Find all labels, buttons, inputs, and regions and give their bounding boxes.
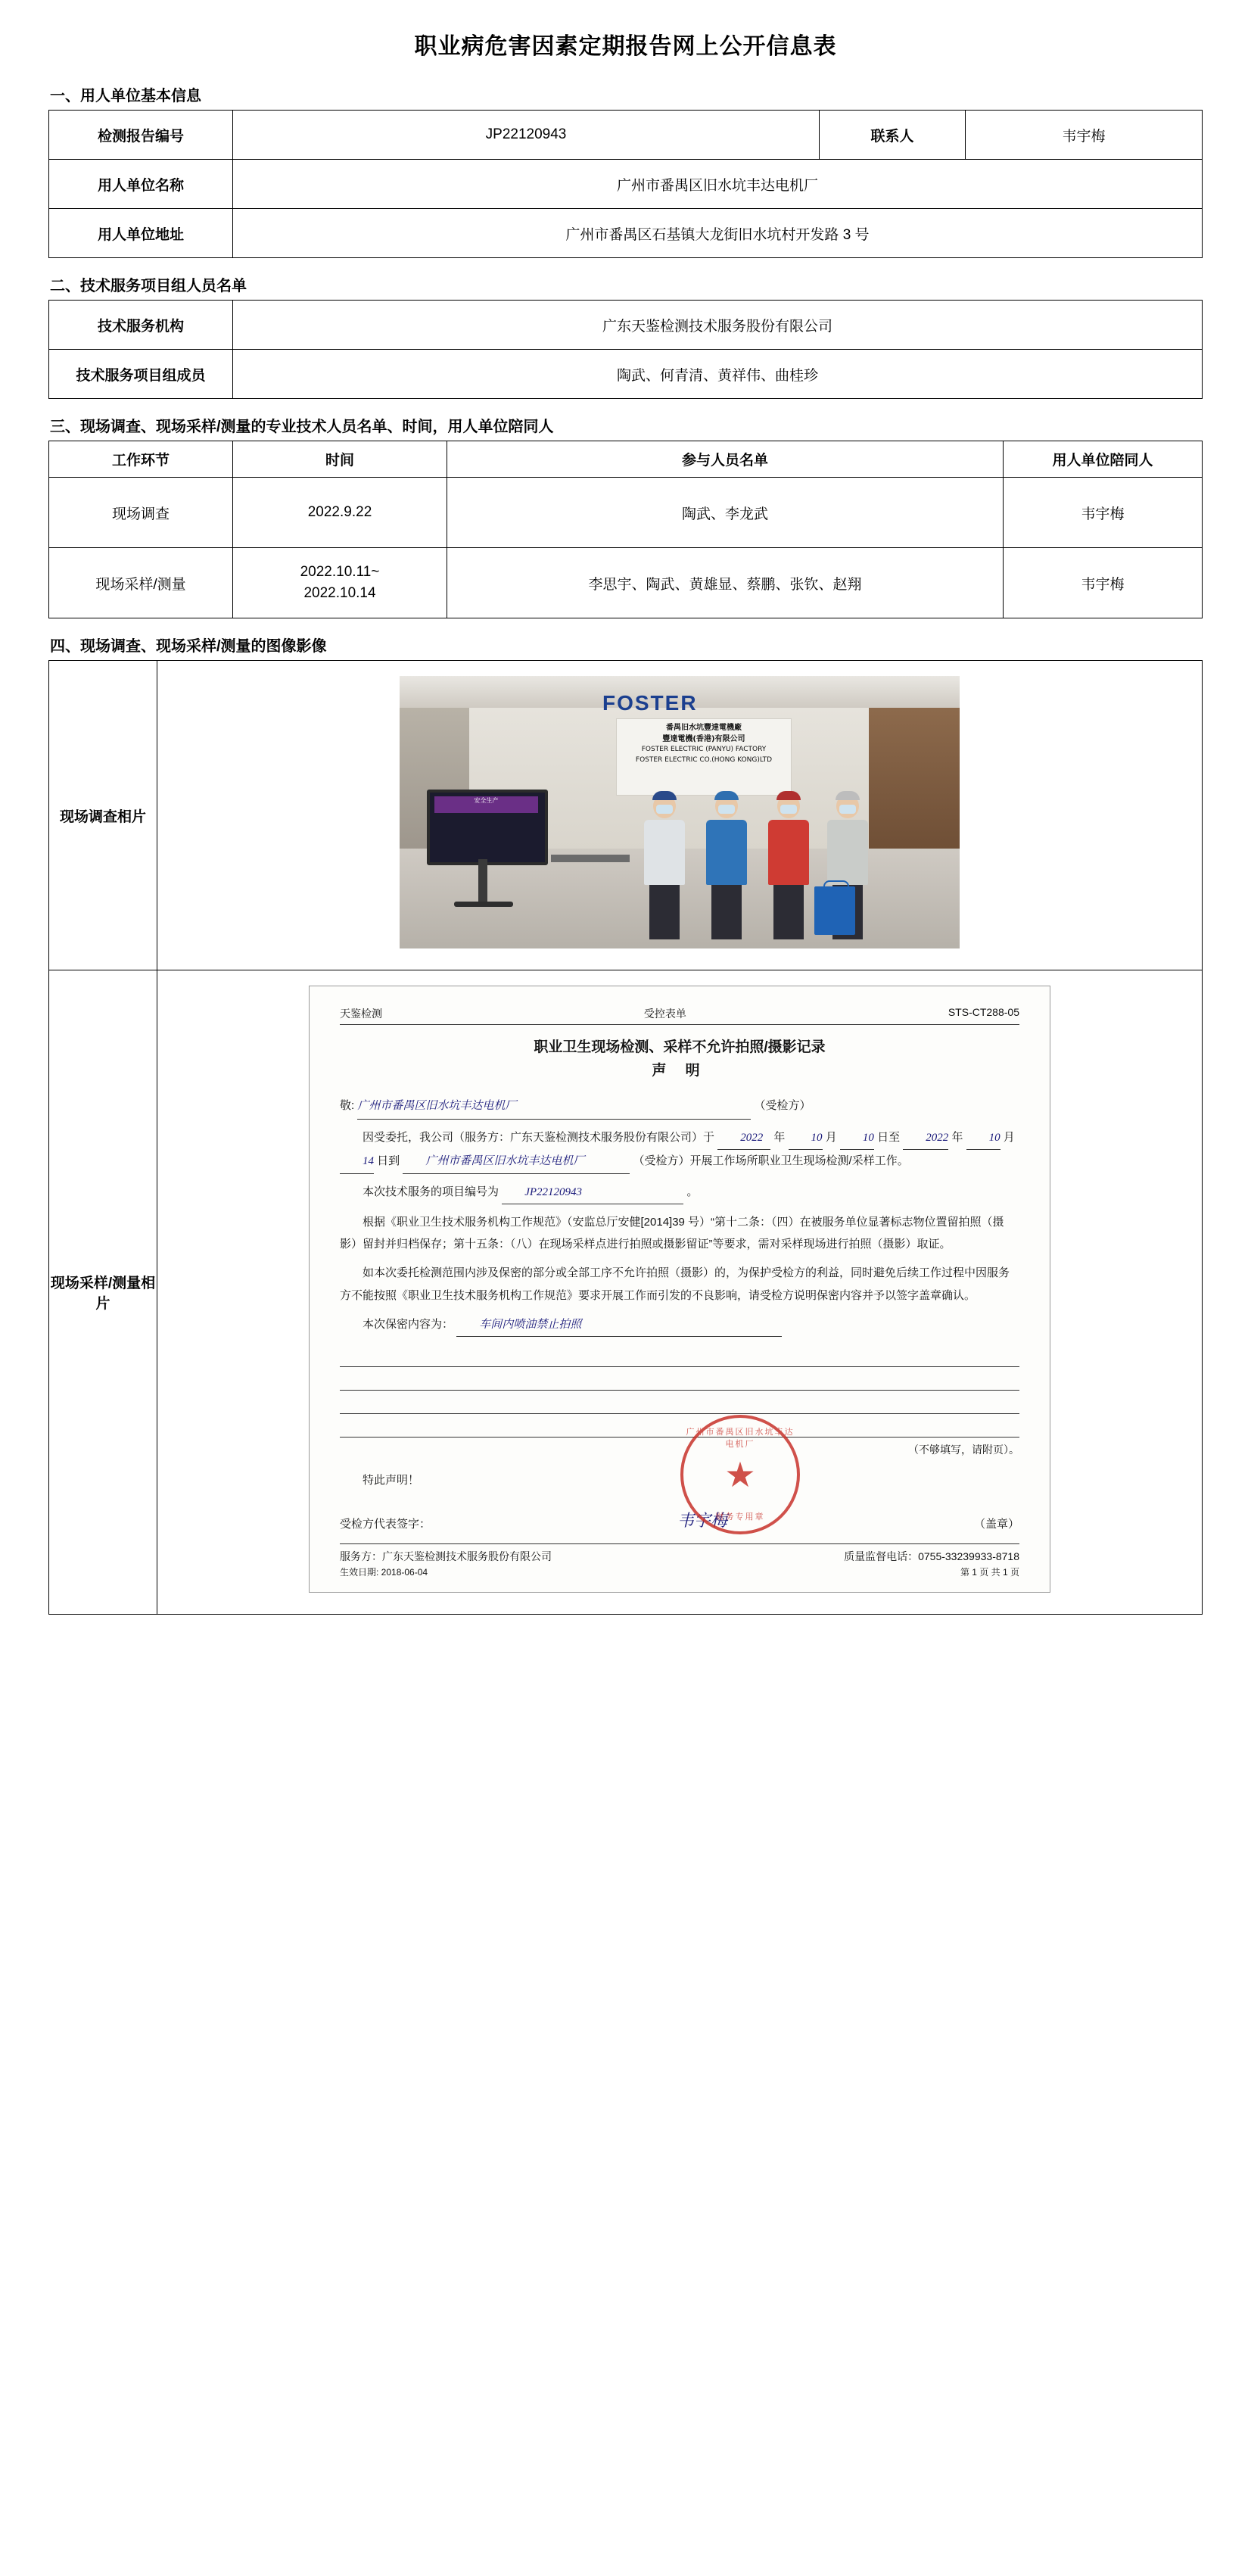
photo-2-label: 现场采样/测量相片 xyxy=(49,970,157,1615)
form-code: STS-CT288-05 xyxy=(948,1006,1019,1018)
footer-effective-date: 生效日期: 2018-06-04 xyxy=(340,1567,428,1578)
section-4-heading: 四、现场调查、现场采样/测量的图像影像 xyxy=(50,638,327,655)
p1-end-year-unit: 年 xyxy=(951,1131,963,1144)
time-value: 2022.9.22 xyxy=(233,478,447,548)
wall-sign-line-3: FOSTER ELECTRIC (PANYU) FACTORY xyxy=(641,746,767,753)
blank-line xyxy=(340,1414,1019,1438)
footer-hotline: 质量监督电话：0755-33239933-8718 xyxy=(844,1550,1019,1563)
torso xyxy=(827,820,868,885)
addressee-value: 广州市番禺区旧水坑丰达电机厂 xyxy=(357,1094,751,1120)
stage-value: 现场调查 xyxy=(49,478,233,548)
head xyxy=(777,794,800,818)
p1-end-day-unit: 日到 xyxy=(377,1154,400,1168)
head xyxy=(715,794,738,818)
people-value: 陶武、李龙武 xyxy=(447,478,1004,548)
torso xyxy=(644,820,685,885)
gift-bag xyxy=(814,886,855,935)
blank-line xyxy=(340,1344,1019,1367)
footer-service-provider: 服务方：广东天鉴检测技术服务股份有限公司 xyxy=(340,1550,552,1563)
wall-sign xyxy=(616,718,792,796)
table-row xyxy=(49,209,1203,258)
form-header xyxy=(340,1006,1019,1025)
table-header-row xyxy=(49,441,1203,478)
escort-value: 韦宇梅 xyxy=(1004,478,1203,548)
site-survey-photo xyxy=(400,676,960,948)
form-title: 职业卫生现场检测、采样不允许拍照/摄影记录 xyxy=(534,1039,826,1055)
cap xyxy=(714,791,739,800)
table-row xyxy=(49,301,1203,350)
col-escort: 用人单位陪同人 xyxy=(1004,441,1203,478)
escort-value: 韦宇梅 xyxy=(1004,548,1203,618)
p1-company: 广州市番禺区旧水坑丰达电机厂 xyxy=(403,1151,630,1173)
paragraph-1 xyxy=(340,1126,1019,1174)
p1-end-year: 2022 xyxy=(903,1127,948,1150)
person-2 xyxy=(702,794,751,939)
p1-month-unit: 月 xyxy=(825,1131,837,1144)
form-footer xyxy=(340,1543,1019,1564)
addressee-suffix: （受检方） xyxy=(754,1099,811,1112)
table-row xyxy=(49,661,1203,970)
seal-arc-top: 广州市番禺区旧水坑丰达电机厂 xyxy=(686,1428,795,1450)
section-3-heading: 三、现场调查、现场采样/测量的专业技术人员名单、时间，用人单位陪同人 xyxy=(50,419,554,435)
report-no-label: 检测报告编号 xyxy=(49,111,233,160)
section-1-heading: 一、用人单位基本信息 xyxy=(50,88,201,104)
table-row xyxy=(49,160,1203,209)
table-row xyxy=(49,478,1203,548)
photo-1-label: 现场调查相片 xyxy=(49,661,157,970)
person-1 xyxy=(640,794,689,939)
employer-basic-info-table xyxy=(48,110,1203,258)
p1-year: 2022 xyxy=(717,1127,770,1150)
service-org-value: 广东天鉴检测技术服务股份有限公司 xyxy=(233,301,1203,350)
report-no-value: JP22120943 xyxy=(233,111,820,160)
form-subtitle: 声 明 xyxy=(652,1063,708,1079)
wall-sign-line-1: 番禺旧水坑豐達電機廠 xyxy=(666,724,742,732)
stage-value: 现场采样/测量 xyxy=(49,548,233,618)
face-mask xyxy=(780,805,797,814)
torso xyxy=(768,820,809,885)
paragraph-3: 根据《职业卫生技术服务机构工作规范》（安监总厅安健[2014]39 号）“第十二条：（四）在被服务单位显著标志物位置留拍照（摄影）留封并归档保存；第十五条：（八）在现场采样点进行拍照或摄影留证”等要求，需对采样现场进行拍照（摄影）取证。 xyxy=(340,1215,1004,1251)
side-table xyxy=(551,855,630,862)
p1-end-month-unit: 月 xyxy=(1003,1131,1015,1144)
form-footer-secondary xyxy=(340,1565,1019,1578)
table-row xyxy=(49,548,1203,618)
brand-text: FOSTER xyxy=(602,691,698,715)
append-note: （不够填写，请附页）。 xyxy=(908,1444,1019,1456)
company-seal xyxy=(680,1415,800,1534)
screen-base xyxy=(454,902,513,907)
contact-label: 联系人 xyxy=(820,111,966,160)
team-members-label: 技术服务项目组成员 xyxy=(49,350,233,399)
org-mark: 天鉴检测 xyxy=(340,1008,382,1020)
team-members-value: 陶武、何青清、黄祥伟、曲桂珍 xyxy=(233,350,1203,399)
table-row xyxy=(49,111,1203,160)
cap xyxy=(776,791,801,800)
face-mask xyxy=(656,805,673,814)
people-value: 李思宇、陶武、黄雄显、蔡鹏、张钦、赵翔 xyxy=(447,548,1004,618)
paragraph-4: 如本次委托检测范围内涉及保密的部分或全部工序不允许拍照（摄影）的，为保护受检方的利益，同时避免后续工作过程中因服务方不能按照《职业卫生技术服务机构工作规范》要求开展工作而引发的不良影响，请受检方说明保密内容并予以签字盖章确认。 xyxy=(340,1266,1010,1302)
torso xyxy=(706,820,747,885)
wall-sign-line-2: 豐達電機(香港)有限公司 xyxy=(662,735,745,743)
face-mask xyxy=(718,805,735,814)
p1-end-month: 10 xyxy=(966,1127,1000,1150)
p1-month: 10 xyxy=(789,1127,823,1150)
p1-year-unit: 年 xyxy=(773,1131,786,1144)
addressee-label: 敬: xyxy=(340,1099,355,1112)
addressee-row xyxy=(340,1093,1019,1120)
page-title: 职业病危害因素定期报告网上公开信息表 xyxy=(414,34,837,59)
contact-value: 韦宇梅 xyxy=(966,111,1203,160)
no-photo-declaration-form xyxy=(309,986,1050,1593)
face-mask xyxy=(839,805,856,814)
p1-end-day: 14 xyxy=(340,1151,374,1173)
legs xyxy=(649,885,680,939)
legs xyxy=(711,885,742,939)
photo-2-cell xyxy=(157,970,1203,1615)
person-3 xyxy=(764,794,813,939)
table-row xyxy=(49,970,1203,1615)
blank-line xyxy=(340,1367,1019,1391)
confidential-value: 车间内喷油禁止拍照 xyxy=(456,1314,782,1337)
paragraph-5 xyxy=(340,1313,1019,1337)
col-stage: 工作环节 xyxy=(49,441,233,478)
form-type: 受控表单 xyxy=(643,1008,686,1020)
head xyxy=(653,794,676,818)
signature-handwriting: 韦宇梅 xyxy=(677,1511,727,1531)
p1-prefix: 因受委托，我公司（服务方：广东天鉴检测技术服务股份有限公司）于 xyxy=(363,1131,715,1144)
p2-tail: 。 xyxy=(686,1185,699,1198)
star-icon: ★ xyxy=(724,1455,756,1495)
col-time: 时间 xyxy=(233,441,447,478)
service-org-label: 技术服务机构 xyxy=(49,301,233,350)
p1-day-unit: 日至 xyxy=(877,1131,901,1144)
display-screen xyxy=(427,790,548,865)
table-row xyxy=(49,350,1203,399)
photo-1-cell xyxy=(157,661,1203,970)
wall-right-wood xyxy=(869,708,960,849)
seal-arc-bottom: 财务专用章 xyxy=(715,1512,765,1522)
time-line-2: 2022.10.14 xyxy=(303,585,376,601)
paragraph-2 xyxy=(340,1181,1019,1204)
cap xyxy=(652,791,677,800)
employer-address-label: 用人单位地址 xyxy=(49,209,233,258)
employer-name-value: 广州市番禺区旧水坑丰达电机厂 xyxy=(233,160,1203,209)
signature-row xyxy=(340,1508,1019,1531)
service-team-table xyxy=(48,300,1203,399)
signature-label: 受检方代表签字： xyxy=(340,1518,431,1531)
declare-text: 特此声明！ xyxy=(363,1474,420,1487)
screen-stand xyxy=(478,859,487,903)
seal-label: （盖章） xyxy=(973,1518,1019,1531)
legs xyxy=(773,885,804,939)
confidential-label: 本次保密内容为： xyxy=(363,1317,454,1331)
blank-line xyxy=(340,1391,1019,1414)
photo-evidence-table xyxy=(48,660,1203,1615)
time-line-1: 2022.10.11~ xyxy=(300,563,380,580)
section-2-heading: 二、技术服务项目组人员名单 xyxy=(50,278,247,294)
screen-text: 安全生产 xyxy=(434,796,538,813)
project-no-value: JP22120943 xyxy=(502,1182,683,1204)
footer-page-number: 第 1 页 共 1 页 xyxy=(960,1567,1019,1578)
employer-name-label: 用人单位名称 xyxy=(49,160,233,209)
wall-sign-line-4: FOSTER ELECTRIC CO.(HONG KONG)LTD xyxy=(635,755,773,764)
time-value xyxy=(233,548,447,618)
col-people: 参与人员名单 xyxy=(447,441,1004,478)
employer-address-value: 广州市番禺区石基镇大龙街旧水坑村开发路 3 号 xyxy=(233,209,1203,258)
p2-prefix: 本次技术服务的项目编号为 xyxy=(363,1185,499,1198)
p1-day: 10 xyxy=(840,1127,874,1150)
survey-schedule-table xyxy=(48,441,1203,618)
head xyxy=(836,794,859,818)
p1-tail: （受检方）开展工作场所职业卫生现场检测/采样工作。 xyxy=(633,1154,909,1168)
cap xyxy=(836,791,860,800)
